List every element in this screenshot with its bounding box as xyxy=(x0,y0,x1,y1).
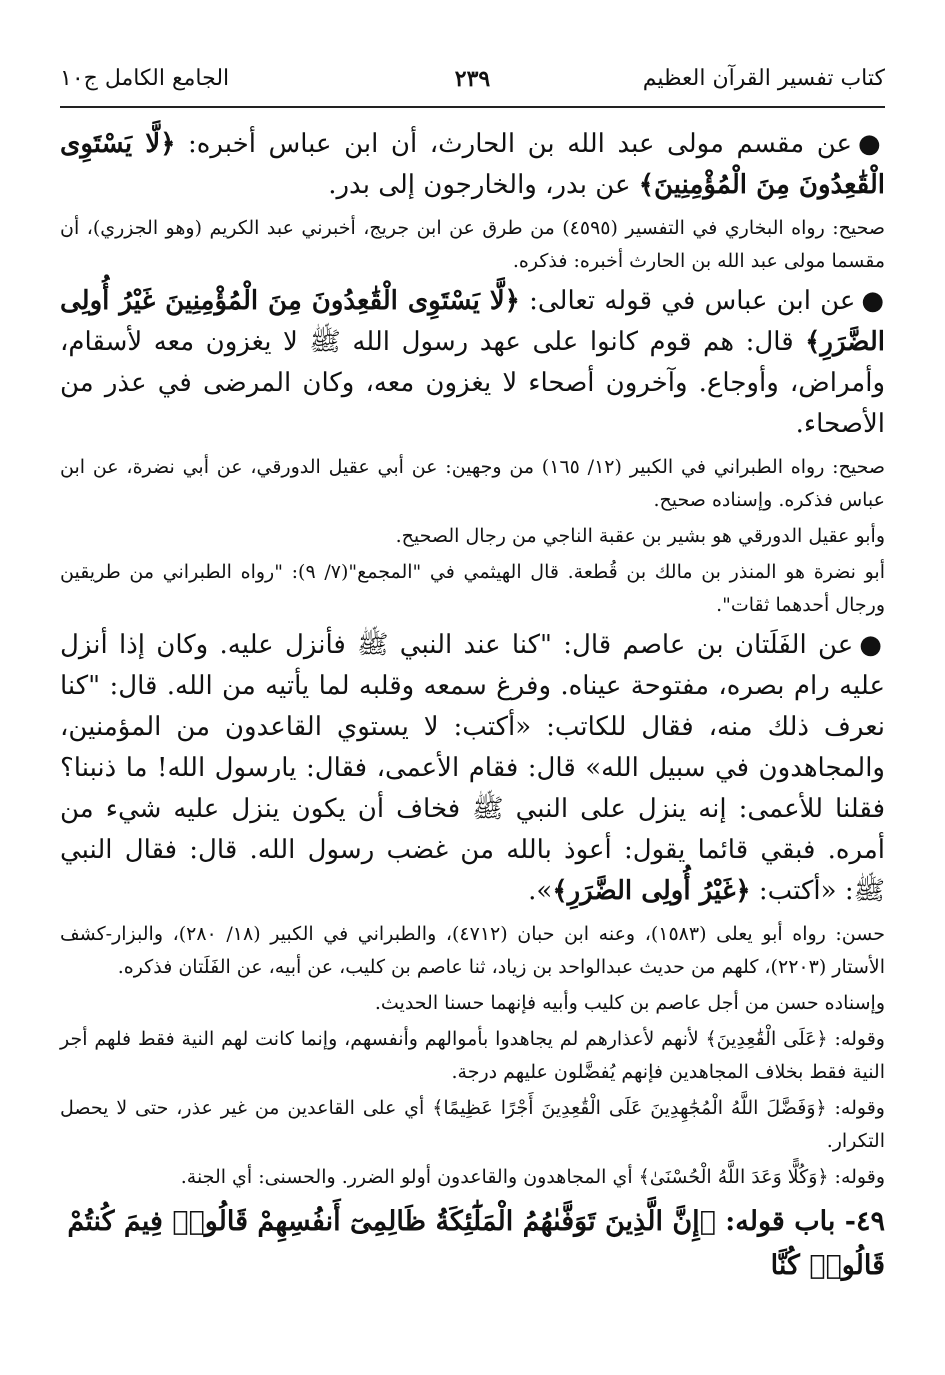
hadith-text: عن الفَلَتان بن عاصم قال: "كنا عند النبي ﷺ فأنزل عليه. وكان إذا أنزل عليه رام بصره، مفتوحة عيناه. وفرغ سمعه وقلبه لما يأتيه من الله. قال: "كنا نعرف ذلك منه، فقال للكاتب: «أكتب: لا يستوي القاعدون من المؤمنين، والمجاهدون في سبيل الله» قال: فقام الأعمى، فقال: يارسول الله! ما ذنبنا؟ فقلنا للأعمى: إنه ينزل على النبي ﷺ فخاف أن يكون ينزل عليه شيء من أمره. فبقي قائما يقول: أعوذ بالله من غضب رسول الله. قال: فقال النبي ﷺ: «أكتب: xyxy=(60,630,885,906)
commentary-text: أي على القاعدين من غير عذر، حتى لا يحصل التكرار. xyxy=(60,1097,885,1152)
takhrij-note: صحيح: رواه البخاري في التفسير (٤٥٩٥) من طرق عن ابن جريج، أخبرني عبد الكريم (وهو الجزري)، أن مقسما مولى عبد الله بن الحارث أخبره: فذكره. xyxy=(60,217,885,272)
commentary-text: وقوله: xyxy=(826,1097,885,1119)
hadith-text: عن بدر، والخارجون إلى بدر. xyxy=(328,170,639,200)
quran-verse: ﴿عَلَى الْقَٰعِدِينَ﴾ xyxy=(705,1028,828,1050)
chapter-heading xyxy=(60,1200,885,1288)
commentary-text: وقوله: xyxy=(828,1166,885,1188)
bullet-icon: ● xyxy=(858,129,885,159)
isnad-note: وإسناده حسن من أجل عاصم بن كليب وأبيه فإنهما حسنا الحديث. xyxy=(374,992,885,1014)
commentary-text: لأنهم لأعذارهم لم يجاهدوا بأموالهم وأنفسهم، وإنما كانت لهم النية فقط فلهم أجر النية فقط بخلاف المجاهدين فإنهم يُفضَّلون عليهم درجة. xyxy=(60,1028,885,1083)
narrator-note: أبو نضرة هو المنذر بن مالك بن قُطعة. قال الهيثمي في "المجمع"(٧/ ٩): "رواه الطبراني من طريقين ورجال أحدهما ثقات". xyxy=(60,561,885,616)
quran-verse: ﴿غَيْرُ أُولِى الضَّرَرِ﴾ xyxy=(552,876,751,906)
quran-verse: ﴿وَفَضَّلَ اللَّهُ الْمُجَٰهِدِينَ عَلَى الْقَٰعِدِينَ أَجْرًا عَظِيمًا﴾ xyxy=(432,1097,827,1119)
commentary-note xyxy=(60,1023,885,1089)
commentary-note xyxy=(60,1161,885,1194)
takhrij-note: حسن: رواه أبو يعلى (١٥٨٣)، وعنه ابن حبان (٤٧١٢)، والطبراني في الكبير (١٨/ ٢٨٠)، والبزار-كشف الأستار (٢٢٠٣)، كلهم من حديث عبدالواحد بن زياد، ثنا عاصم بن كليب، عن أبيه، عن الفَلَتان فذكره. xyxy=(60,923,885,978)
commentary-text: أي المجاهدون والقاعدون أولو الضرر. والحسنى: أي الجنة. xyxy=(180,1166,639,1188)
page-content xyxy=(60,124,885,1315)
bullet-icon: ● xyxy=(861,286,886,316)
quran-verse: ﴿لَّا يَسْتَوِى الْقَٰعِدُونَ مِنَ الْمُؤْمِنِينَ﴾ xyxy=(60,129,885,200)
bullet-icon: ● xyxy=(859,630,886,660)
hadith-text: عن ابن عباس في قوله تعالى: xyxy=(519,286,856,316)
commentary-note xyxy=(60,1092,885,1158)
hadith-text: عن مقسم مولى عبد الله بن الحارث، أن ابن عباس أخبره: xyxy=(175,129,852,159)
chapter-label: ٤٩- باب قوله: xyxy=(715,1206,885,1237)
quran-verse: ﴿لَّا يَسْتَوِى الْقَٰعِدُونَ مِنَ الْمُؤْمِنِينَ غَيْرُ أُولِى الضَّرَرِ﴾ xyxy=(60,286,885,357)
narrator-note: وأبو عقيل الدورقي هو بشير بن عقبة الناجي من رجال الصحيح. xyxy=(395,525,885,547)
hadith-paragraph xyxy=(60,281,885,445)
book-title: كتاب تفسير القرآن العظيم xyxy=(642,66,885,91)
hadith-text: ». xyxy=(528,876,553,906)
hadith-text: قال: هم قوم كانوا على عهد رسول الله ﷺ لا يغزون معه لأسقام، وأمراض، وأوجاع. وآخرون أصحاء لا يغزون معه، وكان المرضى في عذر من الأصحاء. xyxy=(60,327,885,439)
hadith-paragraph xyxy=(60,124,885,206)
quran-verse: ﴿إِنَّ الَّذِينَ تَوَفَّىٰهُمُ الْمَلَٰٓئِكَةُ ظَالِمِىٓ أَنفُسِهِمْ قَالُوا۟ فِيمَ كُنتُمْ قَالُوا۟ كُنَّا xyxy=(67,1206,885,1281)
running-header xyxy=(60,58,885,108)
quran-verse: ﴿وَكُلًّا وَعَدَ اللَّهُ الْحُسْنَىٰ﴾ xyxy=(638,1166,829,1188)
takhrij-note: صحيح: رواه الطبراني في الكبير (١٢/ ١٦٥) من وجهين: عن أبي عقيل الدورقي، عن أبي نضرة، عن ابن عباس فذكره. وإسناده صحيح. xyxy=(60,456,885,511)
commentary-text: وقوله: xyxy=(827,1028,885,1050)
hadith-paragraph xyxy=(60,625,885,912)
page-number: ٢٣٩ xyxy=(454,66,491,92)
volume-title: الجامع الكامل ج١٠ xyxy=(60,66,230,91)
